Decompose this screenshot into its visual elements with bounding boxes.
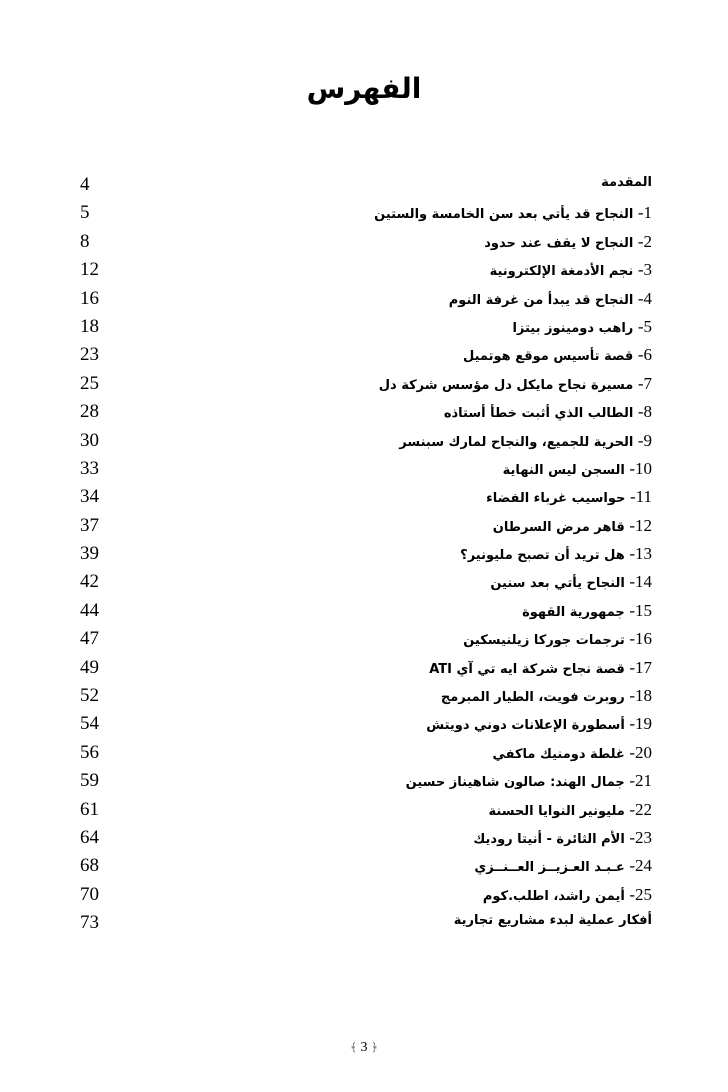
toc-entry-text: أيمن راشد، اطلب.كوم: [482, 888, 625, 904]
toc-entry-number: 17-: [629, 657, 652, 677]
toc-entry: [80, 172, 660, 200]
toc-entry-page: 44: [80, 599, 99, 621]
toc-entry-number: 15-: [629, 600, 652, 620]
toc-entry-page: 42: [80, 571, 99, 593]
toc-entry-text: قاهر مرض السرطان: [492, 519, 625, 535]
table-of-contents: [80, 172, 660, 939]
toc-entry-number: 19-: [629, 714, 652, 734]
toc-entry-page: 52: [80, 685, 99, 707]
toc-entry-page: 64: [80, 826, 99, 848]
toc-entry-page: 49: [80, 656, 99, 678]
toc-entry-title: [429, 658, 652, 678]
toc-entry-title: [463, 629, 652, 649]
toc-entry-text: مسيرة نجاح مايكل دل مؤسس شركة دل: [378, 377, 634, 393]
toc-entry-number: 2-: [637, 231, 652, 251]
toc-entry-number: 6-: [637, 345, 652, 365]
toc-entry-text: أفكار عملية لبدء مشاريع تجارية: [453, 913, 652, 929]
page-title: الفهرس: [306, 72, 422, 105]
toc-entry: [80, 456, 660, 484]
toc-entry-page: 54: [80, 713, 99, 735]
toc-entry-text: حواسيب غرباء الفضاء: [486, 491, 626, 507]
toc-entry-text: الطالب الذي أثبت خطأ أستاذه: [443, 406, 634, 422]
toc-entry: [80, 314, 660, 342]
toc-entry-title: [522, 601, 652, 621]
toc-entry-title: [463, 345, 652, 365]
toc-entry-title: [460, 544, 652, 564]
toc-entry-title: [474, 856, 652, 876]
toc-entry-page: 47: [80, 628, 99, 650]
toc-entry: [80, 342, 660, 370]
toc-entry-page: 25: [80, 372, 99, 394]
toc-entry: [80, 200, 660, 228]
toc-entry-text: النجاح قد يأتي بعد سن الخامسة والستين: [374, 207, 634, 223]
toc-entry-number: 9-: [637, 430, 652, 450]
toc-entry-page: 56: [80, 741, 99, 763]
toc-entry-page: 4: [80, 174, 90, 195]
toc-entry-text: قصة نجاح شركة ايه تي آي ATI: [429, 661, 625, 677]
toc-entry-title: [492, 743, 652, 763]
toc-entry: [80, 882, 660, 910]
toc-entry-number: 23-: [629, 827, 652, 847]
toc-entry: [80, 371, 660, 399]
toc-entry-text: هل تريد أن تصبح مليونير؟: [460, 548, 625, 564]
toc-entry: [80, 711, 660, 739]
toc-entry-number: 25-: [629, 884, 652, 904]
toc-entry-title: [374, 203, 652, 223]
toc-entry-page: 68: [80, 855, 99, 877]
toc-entry-page: 28: [80, 401, 99, 423]
toc-entry-title: [493, 516, 652, 536]
toc-entry: [80, 541, 660, 569]
toc-entry: [80, 768, 660, 796]
toc-entry-number: 21-: [629, 771, 652, 791]
toc-entry-number: 7-: [637, 373, 652, 393]
toc-entry: [80, 286, 660, 314]
toc-entry-title: [490, 260, 652, 280]
page-number: 3: [360, 1040, 368, 1055]
toc-entry-number: 4-: [637, 288, 652, 308]
toc-entry-title: [449, 289, 652, 309]
toc-entry-page: 16: [80, 287, 99, 309]
toc-entry-text: الأم الثائرة - أنيتا روديك: [473, 831, 625, 847]
toc-entry-number: 13-: [629, 544, 652, 564]
toc-entry: [80, 825, 660, 853]
toc-entry-number: 14-: [629, 572, 652, 592]
toc-entry-title: [379, 374, 652, 394]
toc-entry-page: 61: [80, 798, 99, 820]
toc-entry: [80, 428, 660, 456]
toc-entry-text: راهب دومينوز بيتزا: [512, 320, 634, 336]
toc-entry-page: 8: [80, 230, 90, 252]
toc-entry-title: [484, 232, 652, 252]
toc-entry-page: 70: [80, 883, 99, 905]
toc-entry-text: غلطة دومنيك ماكفي: [492, 746, 625, 762]
toc-entry: [80, 569, 660, 597]
toc-entry-title: [441, 686, 652, 706]
toc-entry-title: [473, 828, 652, 848]
toc-entry-title: [426, 714, 652, 734]
toc-entry-page: 59: [80, 770, 99, 792]
toc-entry-title: [489, 800, 652, 820]
toc-entry-page: 12: [80, 259, 99, 281]
toc-entry-text: روبرت فويت، الطيار المبرمج: [440, 690, 625, 706]
toc-entry-number: 16-: [629, 629, 652, 649]
toc-entry-page: 30: [80, 429, 99, 451]
toc-entry: [80, 399, 660, 427]
toc-entry-text: جمهورية القهوة: [522, 604, 625, 620]
toc-entry-number: 8-: [637, 402, 652, 422]
toc-entry-number: 22-: [629, 799, 652, 819]
toc-entry-title: [486, 487, 652, 507]
toc-entry-text: أسطورة الإعلانات دوني دويتش: [426, 718, 625, 734]
toc-entry: [80, 853, 660, 881]
ornament-right-icon: ﴿: [371, 1040, 379, 1054]
toc-entry-title: [490, 572, 652, 592]
toc-entry-text: مليونير النوايا الحسنة: [488, 803, 625, 819]
toc-entry-text: ترجمات جوركا زيلنيسكين: [463, 633, 625, 649]
toc-entry-number: 20-: [629, 742, 652, 762]
toc-entry-title: [399, 431, 652, 451]
toc-entry-title: [512, 317, 652, 337]
toc-entry-number: 5-: [637, 316, 652, 336]
toc-entry: [80, 626, 660, 654]
toc-entry: [80, 513, 660, 541]
toc-entry: [80, 740, 660, 768]
toc-entry: [80, 484, 660, 512]
toc-entry-page: 73: [80, 912, 99, 934]
toc-entry-text: النجاح قد يبدأ من غرفة النوم: [448, 292, 634, 308]
toc-entry-text: المقدمة: [601, 175, 652, 190]
toc-entry-title: [406, 771, 652, 791]
toc-entry-number: 24-: [629, 856, 652, 876]
toc-entry-text: النجاح لا يقف عند حدود: [484, 235, 634, 251]
ornament-left-icon: ﴾: [349, 1040, 357, 1054]
toc-entry-number: 3-: [637, 260, 652, 280]
toc-entry-title: [503, 459, 652, 479]
toc-entry-title: [483, 885, 652, 905]
toc-entry-page: 34: [80, 486, 99, 508]
toc-entry-number: 10-: [629, 458, 652, 478]
toc-entry-text: نجم الأدمغة الإلكترونية: [489, 264, 634, 280]
toc-entry-title: [454, 913, 652, 928]
toc-entry-number: 18-: [629, 686, 652, 706]
toc-entry: [80, 598, 660, 626]
toc-entry-text: عـبـد العـزيــز العــنــزي: [474, 860, 625, 876]
toc-entry-number: 1-: [637, 203, 652, 223]
toc-entry: [80, 257, 660, 285]
toc-entry-text: النجاح يأتي بعد سنين: [490, 576, 625, 592]
toc-entry-page: 37: [80, 514, 99, 536]
toc-entry-number: 12-: [629, 515, 652, 535]
toc-entry-text: جمال الهند: صالون شاهيناز حسين: [405, 775, 625, 791]
toc-entry: [80, 229, 660, 257]
toc-entry-page: 18: [80, 315, 99, 337]
toc-entry-text: الحرية للجميع، والنجاح لمارك سبنسر: [399, 434, 634, 450]
toc-entry-number: 11-: [629, 487, 652, 507]
toc-entry: [80, 655, 660, 683]
toc-entry-title: [601, 175, 652, 190]
toc-entry-title: [444, 402, 652, 422]
toc-entry: [80, 797, 660, 825]
toc-entry-text: قصة تأسيس موقع هوتميل: [463, 349, 634, 365]
toc-entry-page: 5: [80, 202, 90, 224]
toc-entry-text: السجن ليس النهاية: [502, 462, 625, 478]
toc-entry-page: 39: [80, 543, 99, 565]
page-number-footer: [0, 1040, 728, 1056]
toc-entry-page: 23: [80, 344, 99, 366]
toc-entry: [80, 910, 660, 938]
toc-entry-page: 33: [80, 457, 99, 479]
toc-entry: [80, 683, 660, 711]
